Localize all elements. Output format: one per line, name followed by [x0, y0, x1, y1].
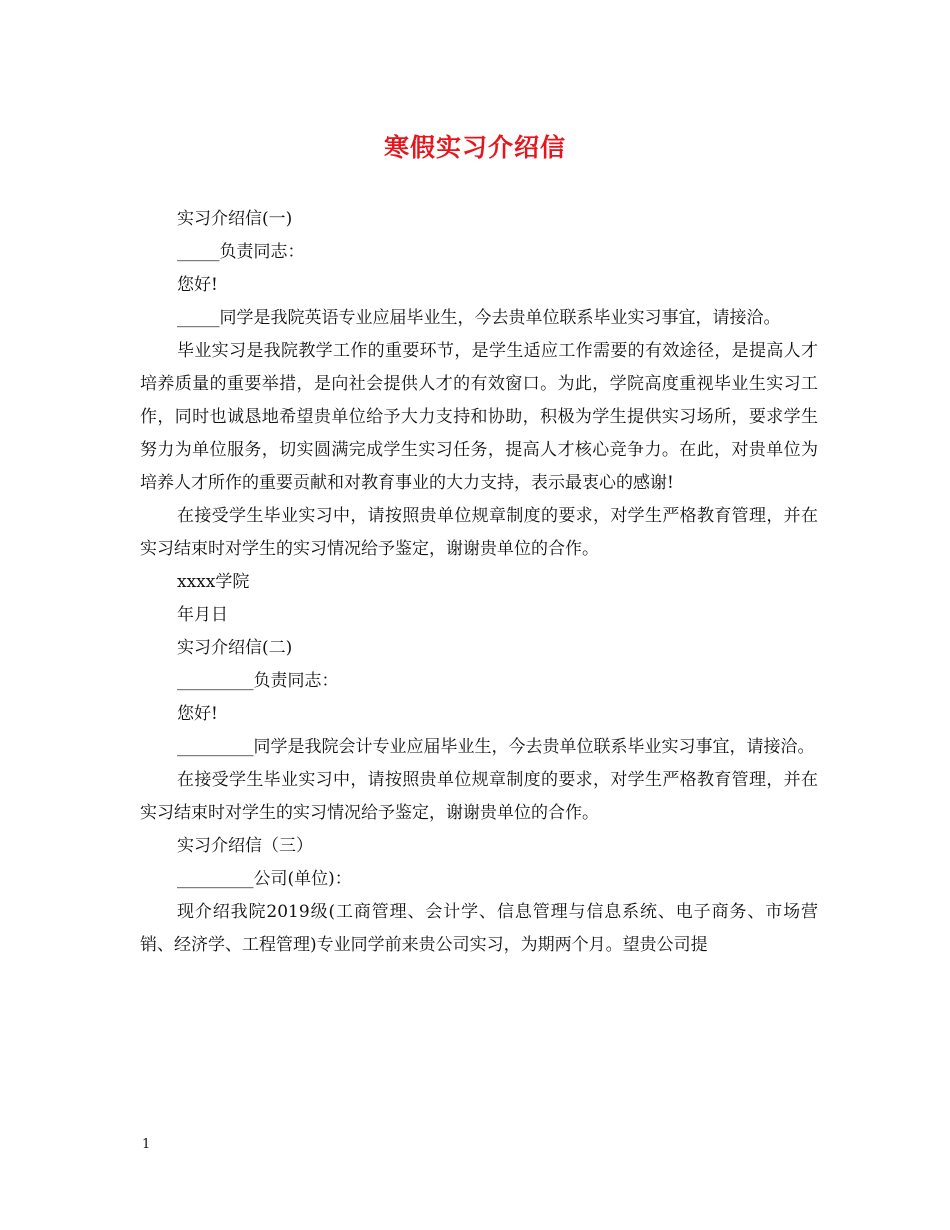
- greeting-2: 您好!: [177, 704, 218, 724]
- salutation-2: _________负责同志：: [177, 671, 339, 691]
- section-heading-1: 实习介绍信(一): [177, 209, 293, 229]
- greeting-1: 您好!: [177, 275, 218, 295]
- paragraph-intro-1: _____同学是我院英语专业应届毕业生，今去贵单位联系毕业实习事宜，请接洽。: [177, 308, 781, 328]
- paragraph-intro-2: _________同学是我院会计专业应届毕业生，今去贵单位联系毕业实习事宜，请接洽。: [177, 737, 815, 757]
- paragraph-request-2: 在接受学生毕业实习中，请按照贵单位规章制度的要求，对学生严格教育管理，并在实习结束时对学生的实习情况给予鉴定，谢谢贵单位的合作。: [140, 770, 818, 823]
- signature-date: 年月日: [177, 605, 228, 625]
- salutation-1: _____负责同志：: [177, 242, 305, 262]
- page-number: 1: [142, 1137, 151, 1152]
- paragraph-request-1: 在接受学生毕业实习中，请按照贵单位规章制度的要求，对学生严格教育管理，并在实习结束时对学生的实习情况给予鉴定，谢谢贵单位的合作。: [140, 506, 818, 559]
- paragraph-importance: 毕业实习是我院教学工作的重要环节，是学生适应工作需要的有效途径，是提高人才培养质量的重要举措，是向社会提供人才的有效窗口。为此，学院高度重视毕业生实习工作，同时也诚恳地希望贵单位给予大力支持和协助，积极为学生提供实习场所，要求学生努力为单位服务，切实圆满完成学生实习任务，提高人才核心竞争力。在此，对贵单位为培养人才所作的重要贡献和对教育事业的大力支持，表示最衷心的感谢!: [140, 341, 818, 493]
- signature-school: xxxx学院: [177, 572, 250, 592]
- document-title: 寒假实习介绍信: [383, 133, 566, 162]
- document-body: [140, 203, 818, 962]
- section-heading-2: 实习介绍信(二): [177, 638, 293, 658]
- section-heading-3: 实习介绍信（三）: [177, 836, 313, 856]
- paragraph-intro-3: 现介绍我院2019级(工商管理、会计学、信息管理与信息系统、电子商务、市场营销、经济学、工程管理)专业同学前来贵公司实习，为期两个月。望贵公司提: [140, 902, 818, 955]
- salutation-3: _________公司(单位)：: [177, 869, 352, 889]
